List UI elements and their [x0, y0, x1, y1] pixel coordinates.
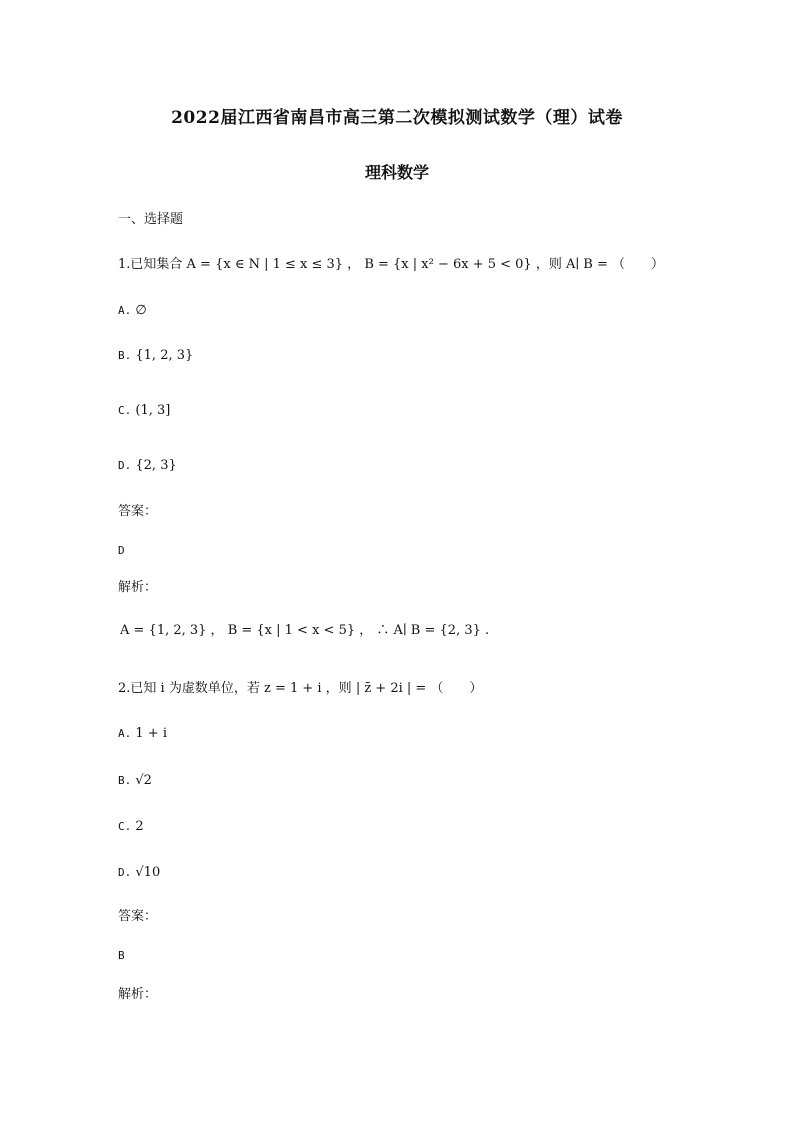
option-text: 2	[135, 819, 144, 834]
question-2-option-c	[118, 820, 144, 833]
question-1-answer-label: 答案：	[118, 504, 158, 519]
question-1-option-c	[118, 404, 170, 417]
option-label: B.	[118, 349, 132, 362]
question-2-option-d	[118, 866, 160, 879]
option-label: C.	[118, 820, 132, 833]
option-label: B.	[118, 774, 132, 787]
option-text: √2	[135, 773, 152, 788]
option-text: {2, 3}	[135, 458, 177, 473]
question-1-stem: 1.已知集合 A = {x ∈ N | 1 ≤ x ≤ 3} ， B = {x | x² − 6x + 5 < 0} ，则 A∣ B = （ ）	[118, 257, 664, 272]
question-2-stem: 2.已知 i 为虚数单位，若 z = 1 + i ，则 | z̄ + 2i | = （ ）	[118, 681, 483, 696]
section-heading: 一、选择题	[118, 212, 184, 227]
question-1-option-d	[118, 459, 177, 472]
document-title: 2022届江西省南昌市高三第二次模拟测试数学（理）试卷	[171, 108, 623, 128]
option-text: 1 + i	[135, 726, 167, 741]
question-2-answer: B	[118, 949, 125, 962]
option-text: ∅	[135, 303, 147, 318]
question-2-analysis-label: 解析：	[118, 987, 158, 1002]
option-text: {1, 2, 3}	[135, 348, 194, 363]
option-text: √10	[135, 865, 161, 880]
question-2-answer-label: 答案：	[118, 909, 158, 924]
option-label: A.	[118, 727, 132, 740]
question-2-option-b	[118, 774, 152, 787]
document-subtitle: 理科数学	[364, 163, 429, 182]
option-label: D.	[118, 866, 132, 879]
option-text: (1, 3]	[135, 403, 171, 418]
question-1-analysis: A = {1, 2, 3} ， B = {x | 1 < x < 5} ， ∴ A∣ B = {2, 3} .	[120, 623, 490, 638]
question-1-answer: D	[118, 544, 125, 557]
option-label: A.	[118, 304, 132, 317]
option-label: C.	[118, 404, 132, 417]
question-2-option-a	[118, 727, 167, 740]
question-1-option-b	[118, 349, 193, 362]
question-1-analysis-label: 解析：	[118, 580, 158, 595]
question-1-option-a	[118, 304, 147, 317]
option-label: D.	[118, 459, 132, 472]
